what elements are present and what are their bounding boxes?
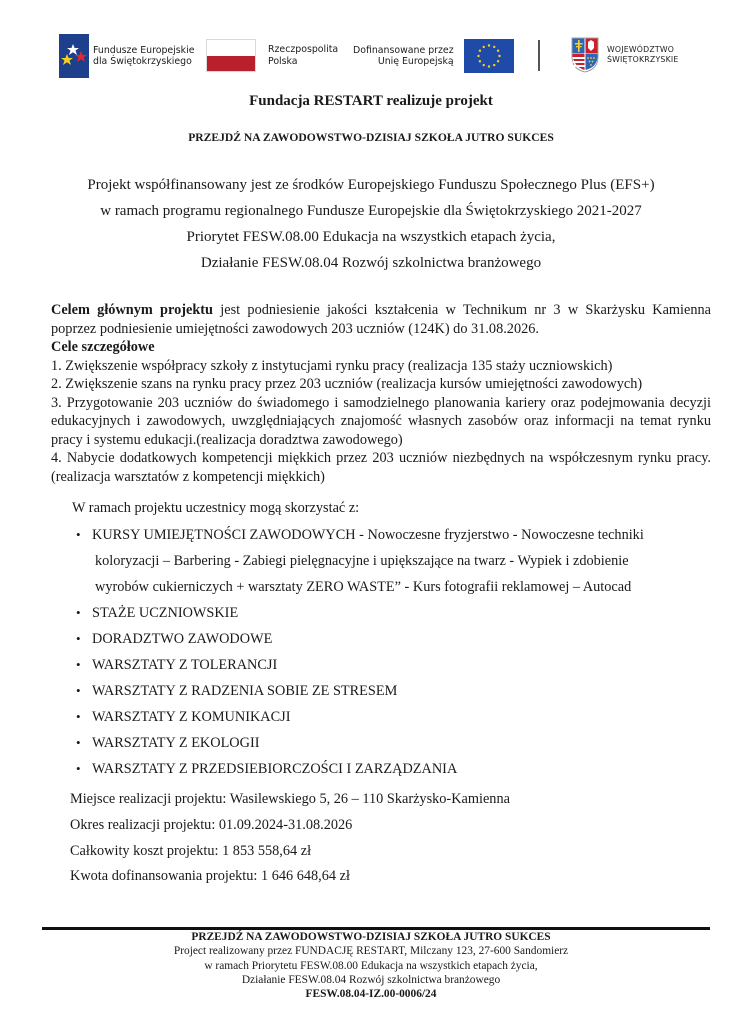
funding-line: Priorytet FESW.08.00 Edukacja na wszystkich etapach życia, <box>186 229 556 245</box>
objectives-heading <box>51 338 711 357</box>
eu-star-icon <box>493 64 495 66</box>
footer-line: Project realizowany przez FUNDACJĘ RESTART, Milczany 123, 27-600 Sandomierz <box>173 945 569 958</box>
objective-item: 1. Zwiększenie współpracy szkoły z instytucjami rynku pracy (realizacja 135 staży uczniowskich) <box>51 357 613 374</box>
offer-item <box>76 600 696 626</box>
footer-project-number: FESW.08.04-IZ.00-0006/24 <box>305 988 437 1001</box>
project-period: Okres realizacji projektu: 01.09.2024-31.08.2026 <box>70 816 353 833</box>
logo-divider <box>538 40 540 71</box>
offer-item-text: WARSZTATY Z TOLERANCJI <box>92 657 278 673</box>
bullet-icon: • <box>76 605 81 620</box>
offer-item <box>76 730 696 756</box>
main-goal-paragraph <box>51 301 711 338</box>
eu-star-icon <box>477 55 479 57</box>
main-goal-text: jest podniesienie jakości kształcenia w Technikum nr 3 w Skarżysku Kamienna poprzez podniesienie umiejętności zawodowych 203 uczniów (124K) do 31.08.2026. <box>51 302 712 337</box>
offer-list <box>76 522 696 782</box>
objective-item: 3. Przygotowanie 203 uczniów do świadomego i samodzielnego planowania kariery oraz podejmowania decyzji edukacyjnych i zawodowych, uwzględniających znajomość własnych zasobów oraz informacji na temat rynku pracy i systemu edukacji.(realizacja doradztwa zawodowego) <box>51 394 711 448</box>
bullet-icon: • <box>76 527 81 542</box>
ws-logo-line1: WOJEWÓDZTWO <box>607 45 675 54</box>
offer-item-text: STAŻE UCZNIOWSKIE <box>92 605 239 621</box>
objectives-heading-text: Cele szczegółowe <box>51 339 155 355</box>
offer-item <box>76 652 696 678</box>
bullet-icon: • <box>76 657 81 672</box>
ws-logo-line2: ŚWIĘTOKRZYSKIE <box>607 55 679 64</box>
bullet-icon: • <box>76 631 81 646</box>
eu-star-icon <box>487 65 489 67</box>
rp-logo-line2: Polska <box>268 55 298 67</box>
project-total-cost: Całkowity koszt projektu: 1 853 558,64 zł <box>70 842 312 859</box>
page-title: Fundacja RESTART realizuje projekt <box>249 93 493 109</box>
funding-statement <box>0 172 742 276</box>
offer-item <box>76 626 696 652</box>
funding-line: w ramach programu regionalnego Fundusze Europejskie dla Świętokrzyskiego 2021-2027 <box>100 203 642 219</box>
offer-item-line: KURSY UMIEJĘTNOŚCI ZAWODOWYCH - Nowoczesne fryzjerstwo - Nowoczesne techniki <box>92 527 644 543</box>
coat-of-arms-icon <box>571 37 599 73</box>
fundusze-europejskie-logo <box>59 34 194 78</box>
ue-logo-line2: Unię Europejską <box>377 56 454 67</box>
offer-item-text: WARSZTATY Z EKOLOGII <box>92 735 260 751</box>
footer-line: w ramach Priorytetu FESW.08.00 Edukacja na wszystkich etapach życia, <box>204 959 538 972</box>
offer-item <box>76 756 696 782</box>
project-description <box>51 301 711 486</box>
funding-line: Projekt współfinansowany jest ze środków Europejskiego Funduszu Społecznego Plus (EFS+) <box>87 177 655 193</box>
funding-line: Działanie FESW.08.04 Rozwój szkolnictwa branżowego <box>200 255 542 271</box>
logo-bar <box>0 34 742 82</box>
main-goal-label: Celem głównym projektu <box>51 302 214 318</box>
offer-item-line: koloryzacji – Barbering - Zabiegi pielęgnacyjne i upiększające na twarz - Wypiek i zdobienie <box>95 553 629 569</box>
eu-star-icon <box>497 50 499 52</box>
bullet-icon: • <box>76 735 81 750</box>
objective-item: 4. Nabycie dodatkowych kompetencji miękkich przez 203 uczniów niezbędnych na współczesnym rynku pracy. (realizacja warsztatów z kompetencji miękkich) <box>51 450 711 485</box>
footer <box>0 930 742 1001</box>
footer-line: Działanie FESW.08.04 Rozwój szkolnictwa branżowego <box>241 973 501 986</box>
offer-item <box>76 678 696 704</box>
offer-item-text: DORADZTWO ZAWODOWE <box>92 631 273 647</box>
fe-logo-line2: dla Świętokrzyskiego <box>93 56 192 67</box>
polish-flag-icon <box>206 39 256 72</box>
eu-star-icon <box>498 55 500 57</box>
eu-star-icon <box>482 46 484 48</box>
eu-star-icon <box>482 64 484 66</box>
fe-logo-line1: Fundusze Europejskie <box>93 44 195 56</box>
offer-item-text: WARSZTATY Z KOMUNIKACJI <box>92 709 291 725</box>
offer-item-text: WARSZTATY Z PRZEDSIEBIORCZOŚCI I ZARZĄDZANIA <box>92 761 458 777</box>
bullet-icon: • <box>76 709 81 724</box>
objective-item: 2. Zwiększenie szans na rynku pracy przez 203 uczniów (realizacja kursów umiejętności zawodowych) <box>51 376 643 392</box>
project-cofinancing: Kwota dofinansowania projektu: 1 646 648,64 zł <box>70 868 350 885</box>
bullet-icon: • <box>76 683 81 698</box>
bullet-icon: • <box>76 761 81 776</box>
project-facts <box>70 787 510 890</box>
fe-stars-icon <box>59 34 89 78</box>
offer-item-text: WARSZTATY Z RADZENIA SOBIE ZE STRESEM <box>92 683 398 699</box>
eu-cofinanced-logo <box>353 39 514 73</box>
eu-star-icon <box>478 60 480 62</box>
rzeczpospolita-polska-logo <box>206 39 338 72</box>
project-location: Miejsce realizacji projektu: Wasilewskiego 5, 26 – 110 Skarżysko-Kamienna <box>70 791 510 807</box>
ue-logo-line1: Dofinansowane przez <box>353 44 454 56</box>
offer-item <box>76 522 696 600</box>
eu-star-icon <box>487 44 489 46</box>
rp-logo-line1: Rzeczpospolita <box>268 44 339 55</box>
eu-star-icon <box>497 60 499 62</box>
offer-item-line: wyrobów cukierniczych + warsztaty ZERO WASTE” - Kurs fotografii reklamowej – Autocad <box>95 579 632 595</box>
footer-project-name: PRZEJDŹ NA ZAWODOWSTWO-DZISIAJ SZKOŁA JUTRO SUKCES <box>191 931 551 943</box>
wojewodztwo-swietokrzyskie-logo <box>571 37 679 73</box>
offer-intro: W ramach projektu uczestnicy mogą skorzystać z: <box>72 500 360 516</box>
eu-star-icon <box>478 50 480 52</box>
project-name-heading: PRZEJDŹ NA ZAWODOWSTWO-DZISIAJ SZKOŁA JUTRO SUKCES <box>188 131 554 144</box>
eu-star-icon <box>493 46 495 48</box>
eu-flag-icon <box>464 39 514 73</box>
offer-item <box>76 704 696 730</box>
